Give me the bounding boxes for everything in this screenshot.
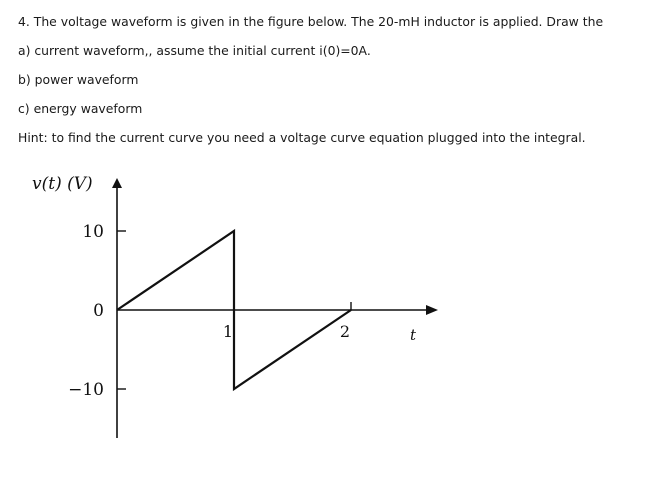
x-tick-label: 1 bbox=[222, 322, 234, 341]
part-b-text: b) power waveform bbox=[18, 72, 139, 87]
voltage-waveform-chart bbox=[0, 160, 470, 450]
x-tick-label: 2 bbox=[339, 322, 351, 341]
y-axis-label: v(t) (V) bbox=[32, 174, 93, 194]
x-axis-label: t bbox=[410, 326, 417, 344]
part-a-text: a) current waveform,, assume the initial current i(0)=0A. bbox=[18, 43, 371, 58]
y-tick-label: 10 bbox=[82, 222, 104, 242]
hint-text: Hint: to find the current curve you need a voltage curve equation plugged into the integral. bbox=[18, 130, 586, 145]
x-axis-arrow bbox=[426, 305, 438, 315]
y-axis-arrow bbox=[112, 178, 122, 188]
question-text: 4. The voltage waveform is given in the figure below. The 20-mH inductor is applied. Draw the bbox=[18, 14, 604, 29]
y-tick-label: −10 bbox=[68, 380, 104, 400]
y-tick-label: 0 bbox=[93, 301, 104, 321]
part-c-text: c) energy waveform bbox=[18, 101, 143, 116]
